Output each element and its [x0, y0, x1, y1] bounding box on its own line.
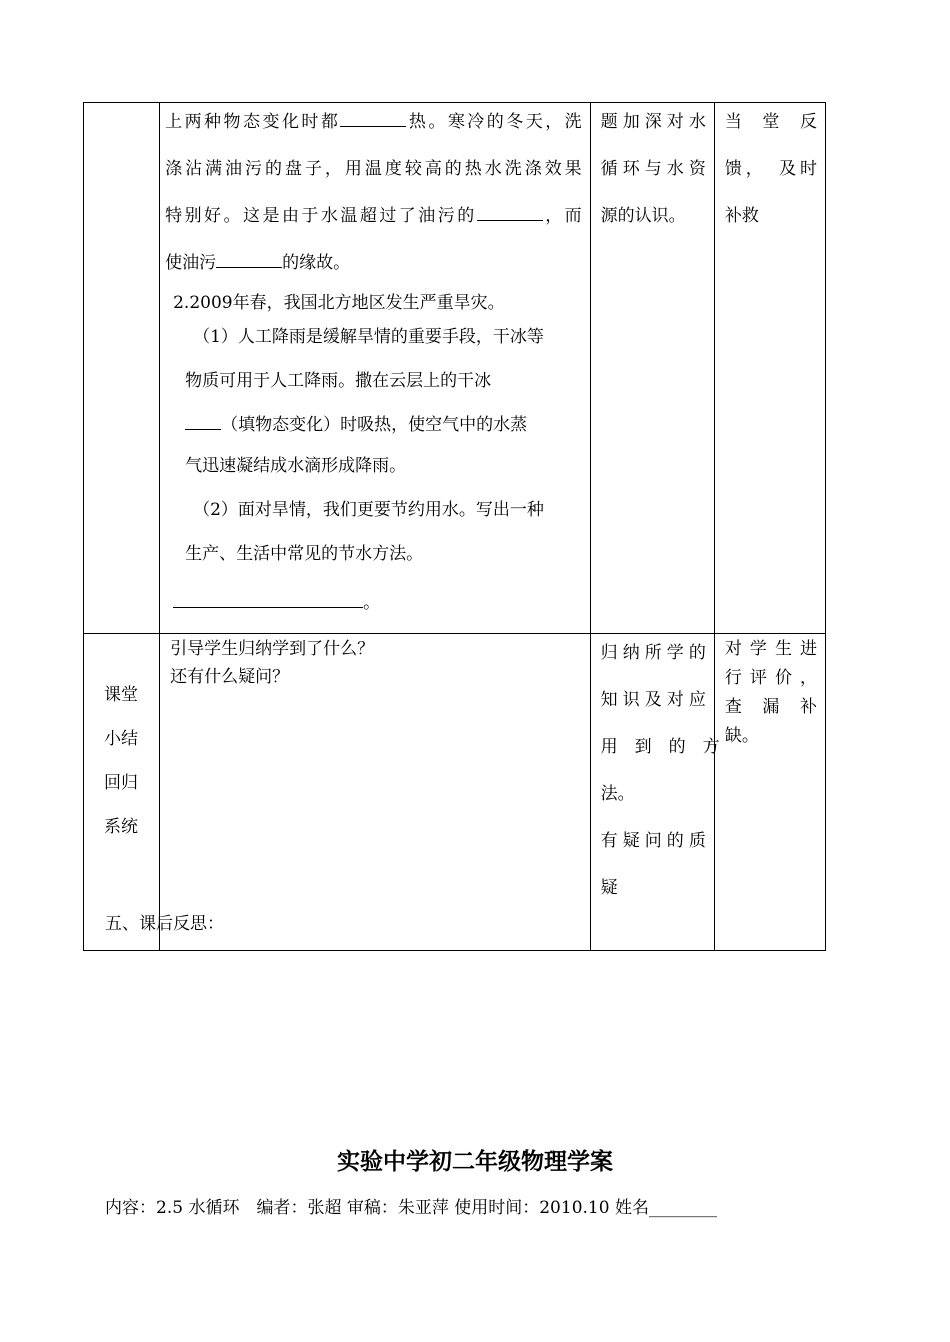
exercise-1-paragraph: 上两种物态变化时都 热。寒冷的冬天，洗 涤沾满油污的盘子，用温度较高的热水洗涤效果 特别好。这是由于水温超过了油污的 ，而 使油污 的缘故。 — [165, 112, 582, 273]
stage-cell-empty — [84, 103, 160, 634]
question-2-stem: 2.2009年春，我国北方地区发生严重旱灾。 — [173, 293, 505, 313]
question-2-part-1: （1）人工降雨是缓解旱情的重要手段，干冰等 物质可用于人工降雨。撒在云层上的干冰 （填物态变化）时吸热，使空气中的水蒸 气迅速凝结成水滴形成降雨。 — [185, 327, 544, 476]
answer-blank[interactable] — [340, 110, 406, 127]
student-activity-cell: 题加深对水 循环与水资 源的认识。 — [590, 103, 714, 634]
document-meta: 内容：2.5 水循环 编者：张超 审稿：朱亚萍 使用时间：2010.10 姓名________ — [105, 1198, 717, 1218]
answer-blank[interactable] — [216, 251, 282, 268]
answer-blank[interactable] — [477, 204, 543, 221]
document-title: 实验中学初二年级物理学案 — [337, 1149, 613, 1175]
design-intent-cell: 当 堂 反 馈， 及时 补救 — [714, 103, 825, 634]
stage-cell-summary: 课堂 小结 回归 系统 — [84, 634, 160, 951]
question-2-part-2: （2）面对旱情，我们更要节约用水。写出一种 生产、生活中常见的节水方法。 — [185, 500, 544, 564]
exercise-content-cell — [160, 103, 591, 634]
summary-content-cell: 引导学生归纳学到了什么？ 还有什么疑问？ — [160, 634, 591, 951]
reflection-heading: 五、课后反思： — [105, 914, 224, 934]
table-row — [84, 634, 826, 951]
design-intent-cell: 对学生进 行评价， 查 漏 补 缺。 — [714, 634, 825, 951]
answer-line: 。 — [165, 585, 582, 625]
lesson-plan-table — [83, 102, 826, 951]
student-activity-cell: 归纳所学的 知识及对应 用 到 的 方 法。 有疑问的质 疑 — [590, 634, 714, 951]
answer-blank[interactable] — [173, 591, 363, 608]
table-row — [84, 103, 826, 634]
answer-blank[interactable] — [185, 413, 221, 430]
